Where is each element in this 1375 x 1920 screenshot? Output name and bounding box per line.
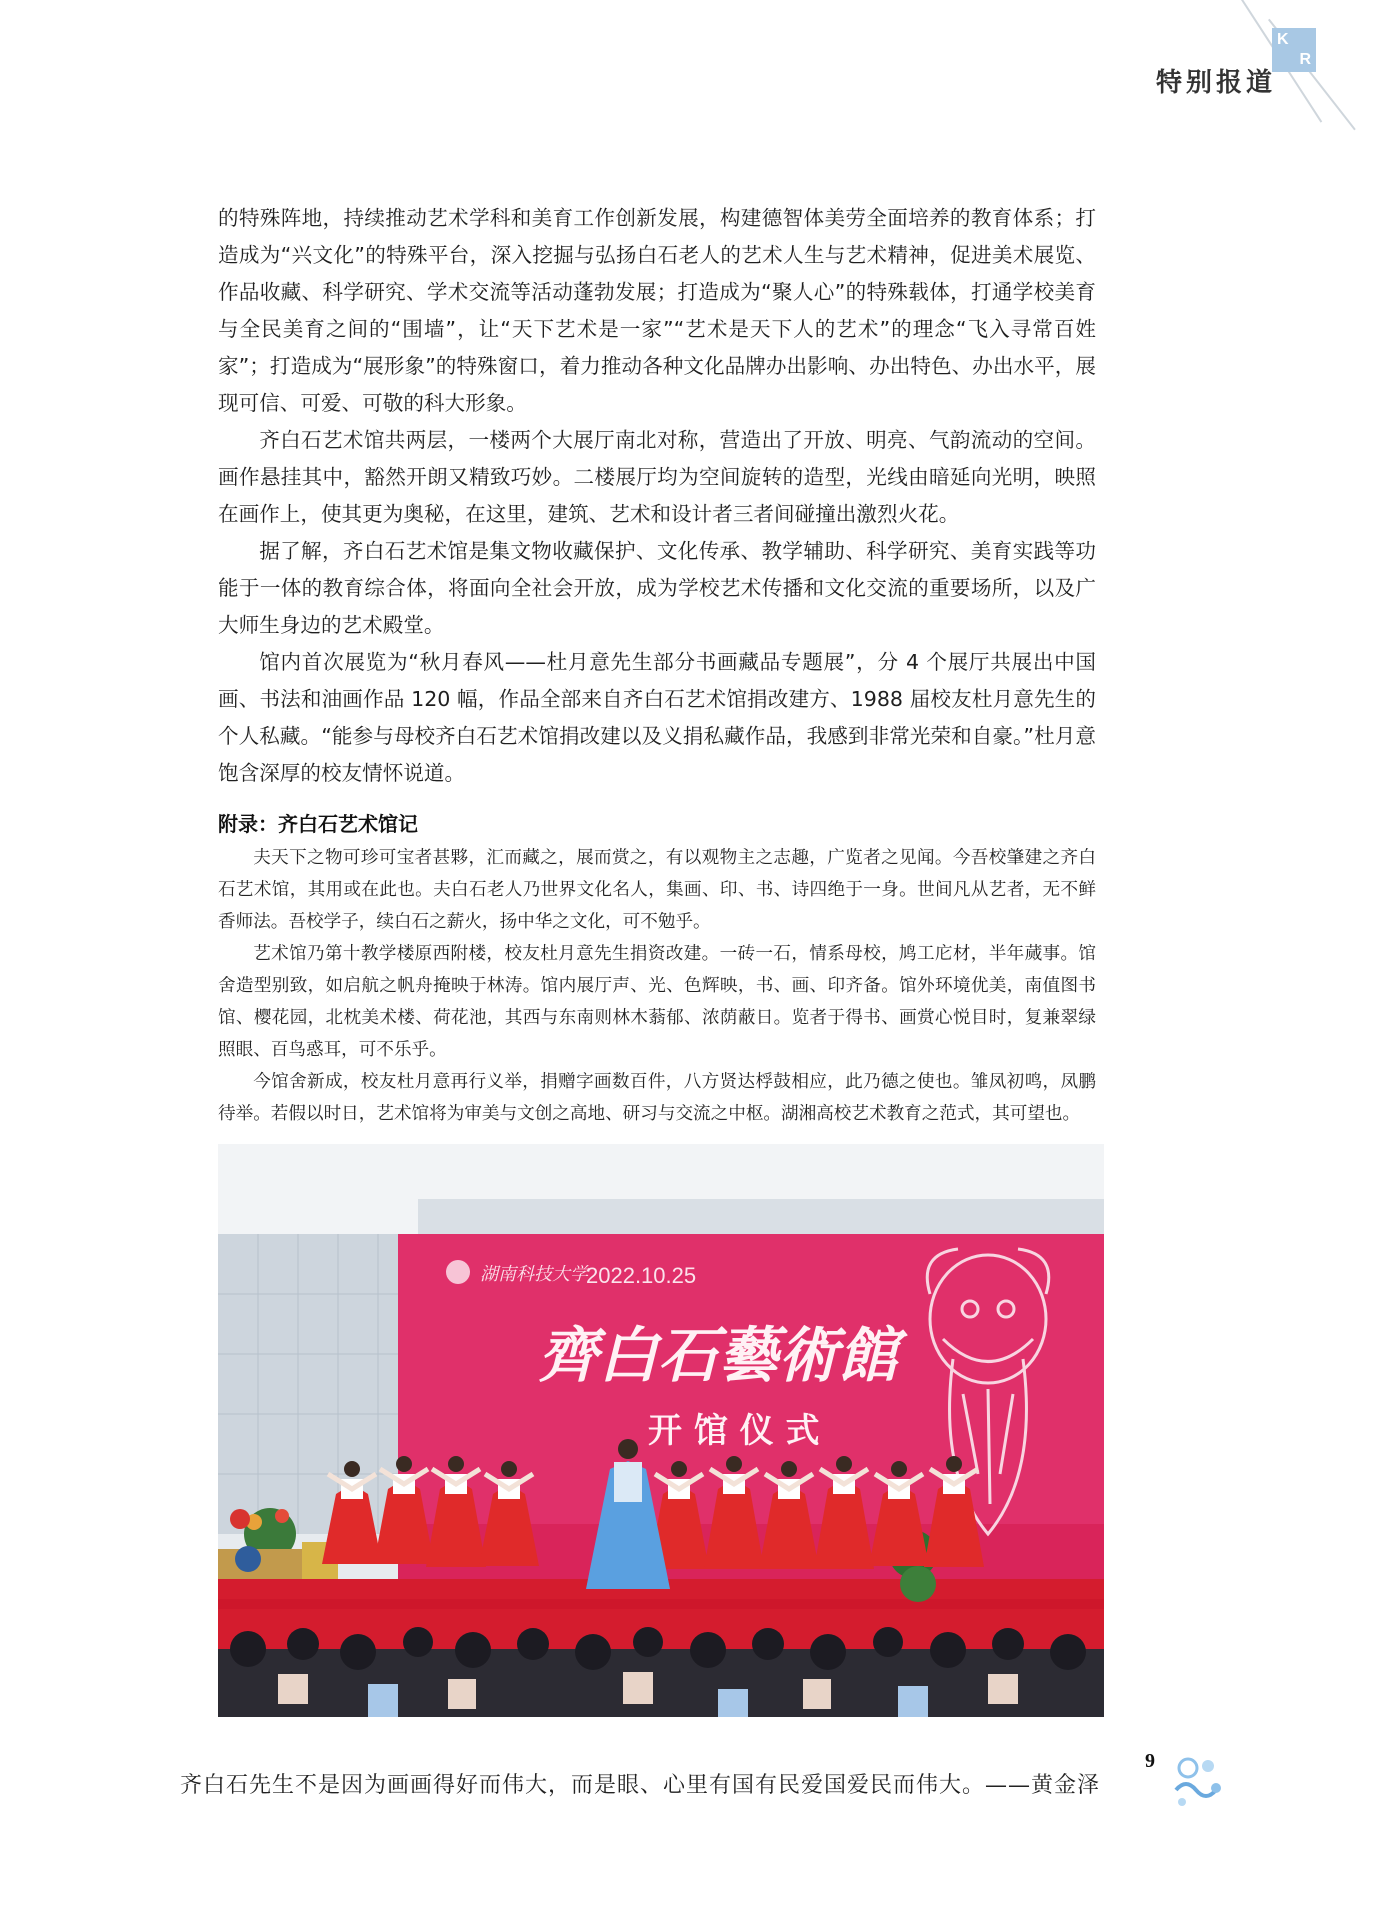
appendix-title: 附录：齐白石艺术馆记 [218,812,418,836]
article-paragraph: 馆内首次展览为“秋月春风——杜月意先生部分书画藏品专题展”，分 4 个展厅共展出中国画、书法和油画作品 120 幅，作品全部来自齐白石艺术馆捐改建方、1988 届校友杜月意先生的个人私藏。“能参与母校齐白石艺术馆捐改建以及义捐私藏作品，我感到非常光荣和自豪。”杜月意饱含深厚的校友情怀说道。 [218,650,1096,785]
kr-logo [1272,28,1316,72]
banner-date: 2022.10.25 [586,1263,697,1288]
banner-title: 齊白石藝術館 [538,1321,898,1391]
article-paragraph: 据了解，齐白石艺术馆是集文物收藏保护、文化传承、教学辅助、科学研究、美育实践等功能于一体的教育综合体，将面向全社会开放，成为学校艺术传播和文化交流的重要场所，以及广大师生身边的艺术殿堂。 [218,539,1096,637]
appendix-body [218,842,1096,1130]
opening-ceremony-photo [218,1144,1104,1717]
article-paragraph: 的特殊阵地，持续推动艺术学科和美育工作创新发展，构建德智体美劳全面培养的教育体系；打造成为“兴文化”的特殊平台，深入挖掘与弘扬白石老人的艺术人生与艺术精神，促进美术展览、作品收藏、科学研究、学术交流等活动蓬勃发展；打造成为“聚人心”的特殊载体，打通学校美育与全民美育之间的“围墙”，让“天下艺术是一家”“艺术是天下人的艺术”的理念“飞入寻常百姓家”；打造成为“展形象”的特殊窗口，着力推动各种文化品牌办出影响、办出特色、办出水平，展现可信、可爱、可敬的科大形象。 [218,206,1096,415]
appendix-paragraph: 今馆舍新成，校友杜月意再行义举，捐赠字画数百件，八方贤达桴鼓相应，此乃德之使也。雏凤初鸣，凤鹏待举。若假以时日，艺术馆将为审美与文创之高地、研习与交流之中枢。湖湘高校艺术教育之范式，其可望也。 [218,1072,1096,1124]
appendix-paragraph: 夫天下之物可珍可宝者甚夥，汇而藏之，展而赏之，有以观物主之志趣，广览者之见闻。今吾校肇建之齐白石艺术馆，其用或在此也。夫白石老人乃世界文化名人，集画、印、书、诗四绝于一身。世间凡从艺者，无不鲜香师法。吾校学子，续白石之薪火，扬中华之文化，可不勉乎。 [218,848,1096,932]
article-body [218,200,1096,792]
article-paragraph: 齐白石艺术馆共两层，一楼两个大展厅南北对称，营造出了开放、明亮、气韵流动的空间。画作悬挂其中，豁然开朗又精致巧妙。二楼展厅均为空间旋转的造型，光线由暗延向光明，映照在画作上，使其更为奥秘，在这里，建筑、艺术和设计者三者间碰撞出激烈火花。 [218,428,1096,526]
logo-letter-r: R [1299,51,1311,68]
school-emblem [235,1546,261,1572]
page-number: 9 [1145,1750,1155,1772]
banner-university-name: 湖南科技大学 [480,1264,588,1285]
section-title: 特别报道 [1156,68,1277,98]
logo-letter-k: K [1277,31,1289,48]
appendix-paragraph: 艺术馆乃第十教学楼原西附楼，校友杜月意先生捐资改建。一砖一石，情系母校，鸠工庀材，半年蒇事。馆舍造型别致，如启航之帆舟掩映于林涛。馆内展厅声、光、色辉映，书、画、印齐备。馆外环境优美，南值图书馆、樱花园，北枕美术楼、荷花池，其西与东南则林木蓊郁、浓荫蔽日。览者于得书、画赏心悦目时，复兼翠绿照眼、百鸟惑耳，可不乐乎。 [218,944,1096,1060]
banner-subtitle: 开 馆 仪 式 [648,1411,820,1451]
decorative-logo [1168,1748,1228,1808]
footer-quote: 齐白石先生不是因为画画得好而伟大，而是眼、心里有国有民爱国爱民而伟大。——黄金泽 [180,1773,1101,1798]
